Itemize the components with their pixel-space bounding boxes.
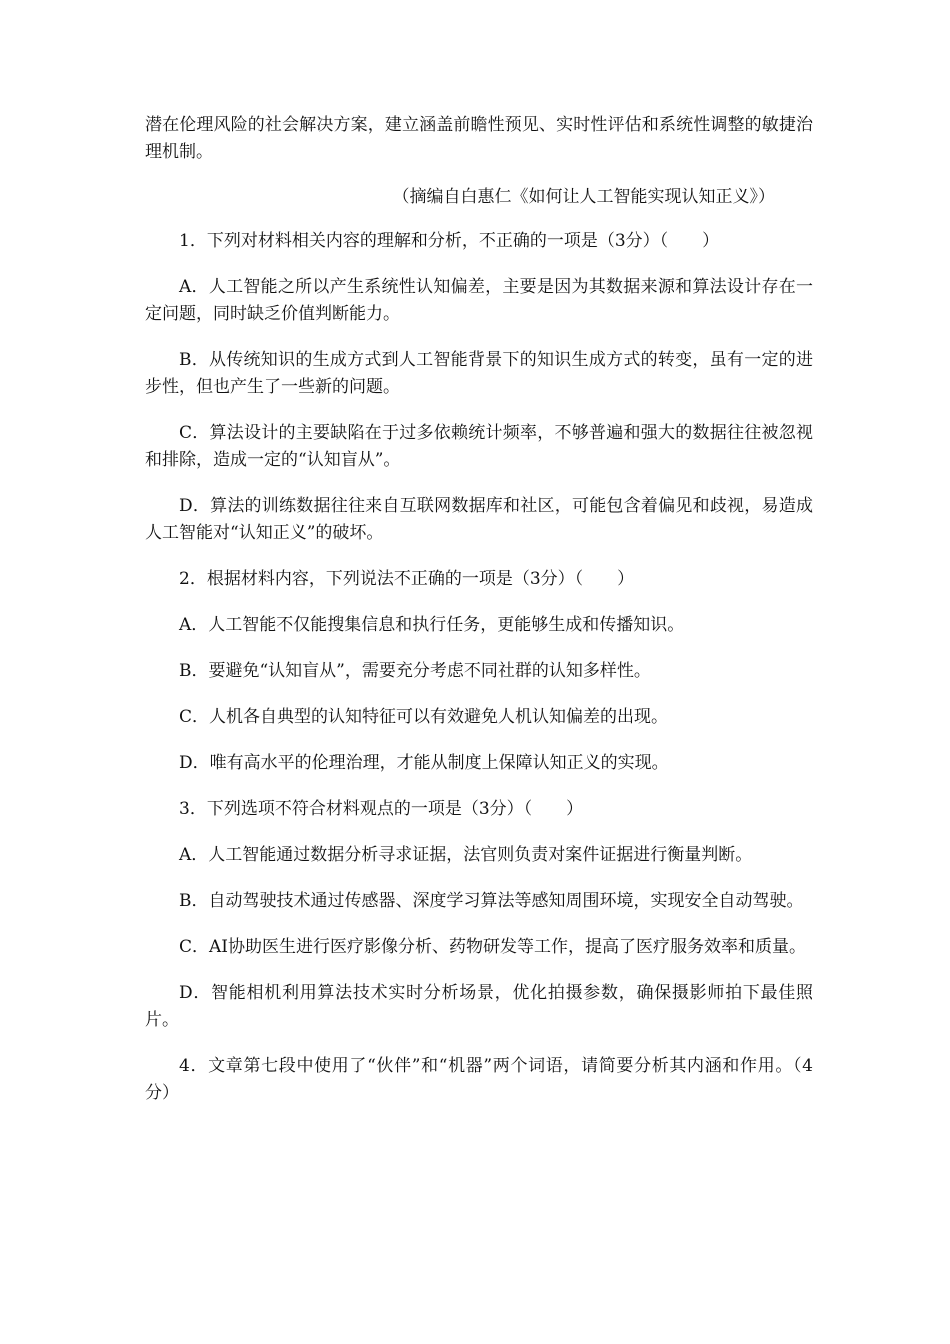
intro-paragraph: 潜在伦理风险的社会解决方案，建立涵盖前瞻性预见、实时性评估和系统性调整的敏捷治理机制。	[145, 115, 813, 162]
document-content	[145, 112, 813, 1126]
question-3-option-d: D．智能相机利用算法技术实时分析场景，优化拍摄参数，确保摄影师拍下最佳照片。	[145, 983, 813, 1030]
question-1-option-a: A．人工智能之所以产生系统性认知偏差，主要是因为其数据来源和算法设计存在一定问题，同时缺乏价值判断能力。	[145, 277, 813, 324]
question-3-option-c: C．AI协助医生进行医疗影像分析、药物研发等工作，提高了医疗服务效率和质量。	[179, 937, 806, 957]
question-4-stem: 4．文章第七段中使用了“伙伴”和“机器”两个词语，请简要分析其内涵和作用。（4分）	[145, 1056, 813, 1103]
question-1-option-c: C．算法设计的主要缺陷在于过多依赖统计频率，不够普遍和强大的数据往往被忽视和排除，造成一定的“认知盲从”。	[145, 423, 813, 470]
question-2-stem: 2．根据材料内容，下列说法不正确的一项是（3分）（ ）	[179, 569, 635, 589]
question-2-option-b: B．要避免“认知盲从”，需要充分考虑不同社群的认知多样性。	[179, 661, 651, 681]
question-3-stem: 3．下列选项不符合材料观点的一项是（3分）（ ）	[179, 799, 584, 819]
question-1-option-b: B．从传统知识的生成方式到人工智能背景下的知识生成方式的转变，虽有一定的进步性，但也产生了一些新的问题。	[145, 350, 813, 397]
question-3-option-a: A．人工智能通过数据分析寻求证据，法官则负责对案件证据进行衡量判断。	[179, 845, 753, 865]
question-1-option-d: D．算法的训练数据往往来自互联网数据库和社区，可能包含着偏见和歧视，易造成人工智能对“认知正义”的破坏。	[145, 496, 813, 543]
source-citation: （摘编自白惠仁《如何让人工智能实现认知正义》）	[392, 187, 775, 207]
question-2-option-c: C．人机各自典型的认知特征可以有效避免人机认知偏差的出现。	[179, 707, 669, 727]
question-2-option-d: D．唯有高水平的伦理治理，才能从制度上保障认知正义的实现。	[179, 753, 669, 773]
question-2-option-a: A．人工智能不仅能搜集信息和执行任务，更能够生成和传播知识。	[179, 615, 685, 635]
question-3-option-b: B．自动驾驶技术通过传感器、深度学习算法等感知周围环境，实现安全自动驾驶。	[179, 891, 804, 911]
question-1-stem: 1．下列对材料相关内容的理解和分析，不正确的一项是（3分）（ ）	[179, 231, 720, 251]
